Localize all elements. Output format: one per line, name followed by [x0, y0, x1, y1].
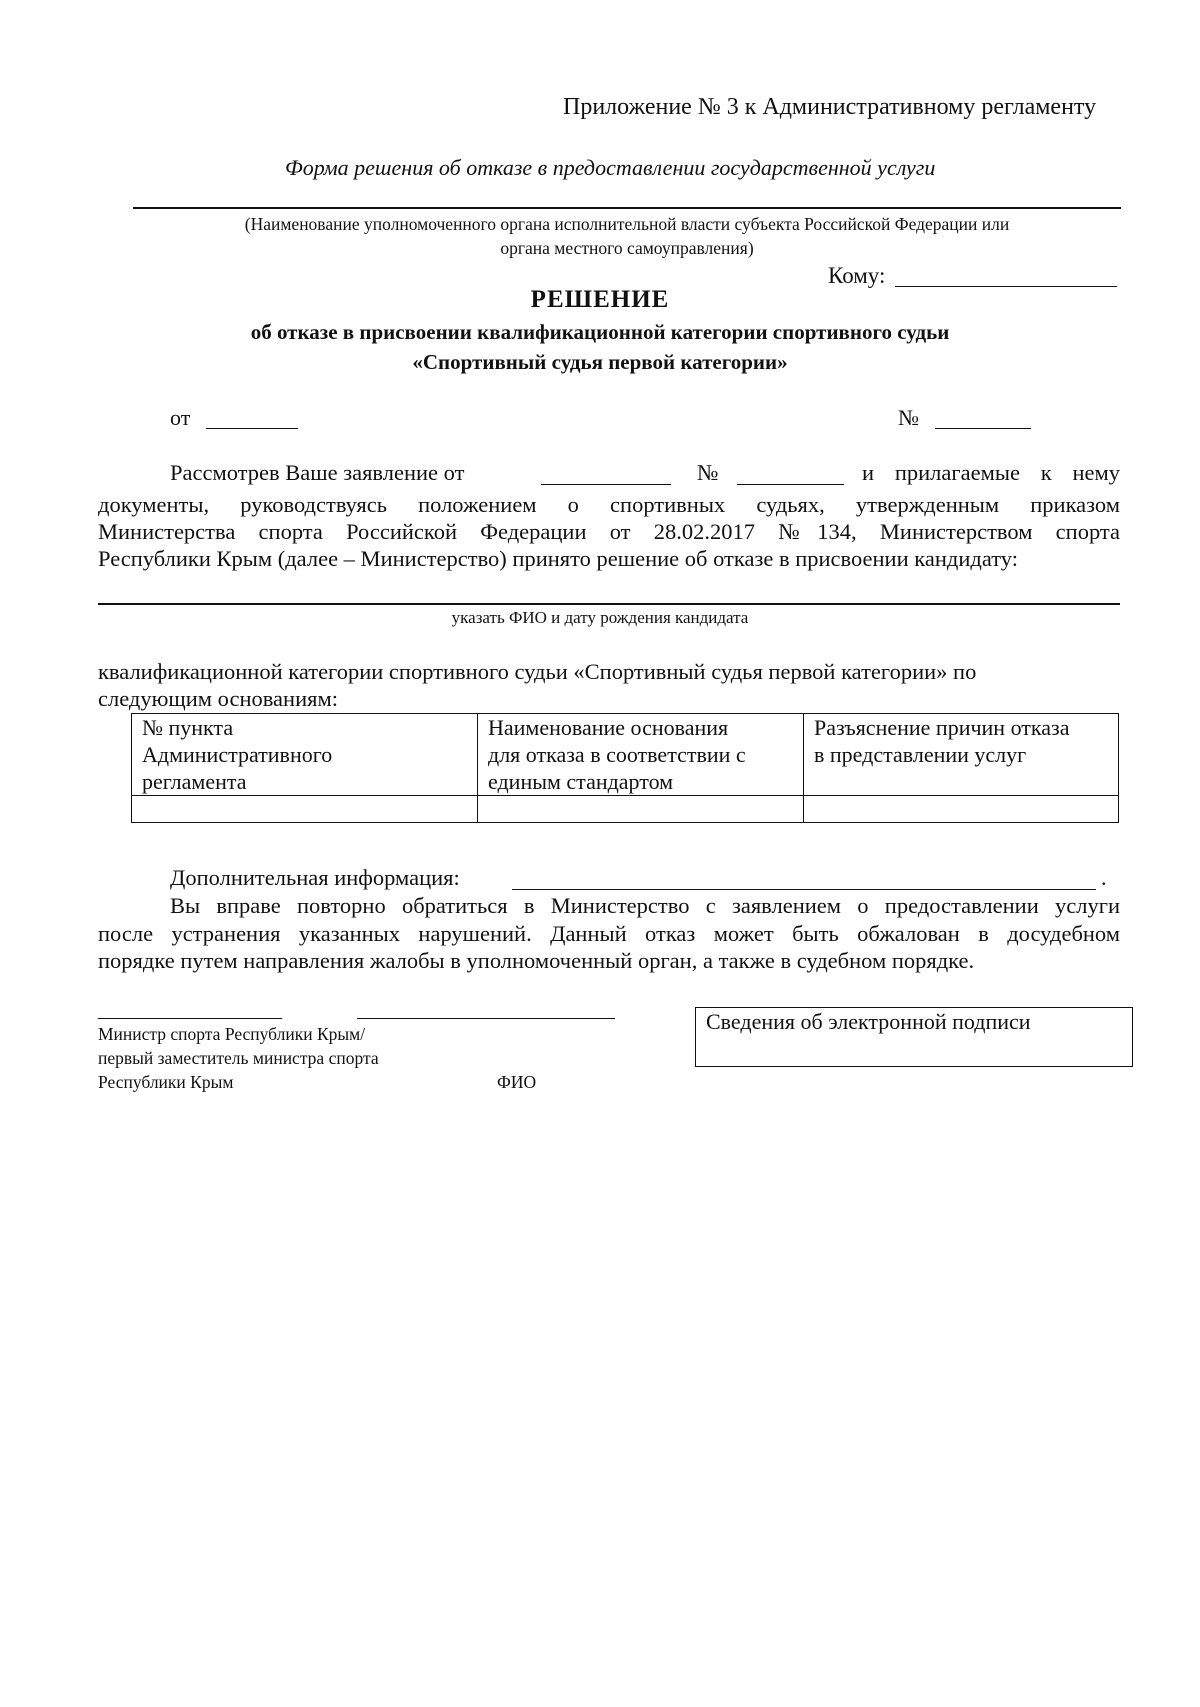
table-cell	[132, 796, 478, 823]
body-line-1b: №	[697, 460, 719, 485]
table-cell	[804, 796, 1119, 823]
decision-subtitle-1: об отказе в присвоении квалификационной категории спортивного судьи	[250, 320, 950, 344]
table-header-row	[132, 714, 1119, 796]
header-text: в представлении услуг	[814, 742, 1027, 767]
body-line-1c: и прилагаемые к нему	[862, 460, 1120, 485]
header-text: Разъяснение причин отказа	[814, 715, 1070, 740]
body-line-6: следующим основаниям:	[98, 686, 338, 711]
body-paragraph-2	[98, 658, 1120, 712]
candidate-line	[98, 603, 1120, 605]
number-label: №	[898, 405, 919, 430]
header-text: Административного	[142, 742, 333, 767]
fio-line	[357, 1018, 615, 1019]
decision-subtitle-2: «Спортивный судья первой категории»	[412, 350, 788, 374]
decision-title: РЕШЕНИЕ	[530, 286, 670, 313]
candidate-caption: указать ФИО и дату рождения кандидата	[451, 608, 749, 627]
body-paragraph-1	[98, 491, 1120, 572]
application-date-line	[541, 484, 671, 485]
body-line-4: Республики Крым (далее – Министерство) принято решение об отказе в присвоении кандидату:	[98, 546, 1018, 571]
signatory-line-3: Республики Крым	[98, 1072, 234, 1092]
org-caption-line-2: органа местного самоуправления)	[500, 238, 754, 258]
body-line-7: Вы вправе повторно обратиться в Министерство с заявлением о предоставлении услуги	[170, 893, 1120, 918]
body-line-3: Министерства спорта Российской Федерации от 28.02.2017 №134, Министерством спорта	[98, 519, 1120, 544]
electronic-signature-label: Сведения об электронной подписи	[706, 1009, 1031, 1034]
number-line	[935, 428, 1031, 429]
header-text: единым стандартом	[488, 769, 674, 794]
header-text: регламента	[142, 769, 247, 794]
form-title: Форма решения об отказе в предоставлении государственной услуги	[285, 155, 936, 180]
header-text: для отказа в соответствии с	[488, 742, 746, 767]
body-line-1a: Рассмотрев Ваше заявление от	[170, 460, 465, 485]
electronic-signature-box	[695, 1007, 1133, 1067]
body-line-9: порядке путем направления жалобы в уполномоченный орган, а также в судебном порядке.	[98, 948, 975, 973]
org-name-line	[133, 207, 1121, 209]
signatory-line-1: Министр спорта Республики Крым/	[98, 1024, 366, 1044]
signature-line	[98, 1018, 282, 1019]
body-line-2: документы, руководствуясь положением о спортивных судьях, утвержденным приказом	[98, 492, 1120, 517]
recipient-label: Кому:	[828, 263, 886, 288]
table-header-cell	[132, 714, 478, 796]
table-header-cell	[804, 714, 1119, 796]
date-label: от	[170, 405, 191, 430]
date-line	[206, 428, 298, 429]
additional-info-label: Дополнительная информация:	[170, 865, 460, 890]
table-header-cell	[478, 714, 804, 796]
body-line-5: квалификационной категории спортивного судьи «Спортивный судья первой категории» по	[98, 659, 977, 684]
reasons-table	[131, 713, 1119, 823]
header-text: № пункта	[142, 715, 234, 740]
table-cell	[478, 796, 804, 823]
application-number-line	[737, 484, 844, 485]
table-row	[132, 796, 1119, 823]
header-text: Наименование основания	[488, 715, 729, 740]
additional-info-line	[512, 889, 1096, 890]
appendix-heading: Приложение № 3 к Административному регламенту	[563, 94, 1097, 120]
signatory-line-2: первый заместитель министра спорта	[98, 1048, 379, 1068]
org-caption-line-1: (Наименование уполномоченного органа исполнительной власти субъекта Российской Федерации или	[244, 214, 1010, 234]
additional-info-period: .	[1101, 865, 1107, 890]
body-line-8: после устранения указанных нарушений. Данный отказ может быть обжалован в досудебном	[98, 921, 1120, 946]
body-paragraph-3	[98, 920, 1120, 974]
fio-caption: ФИО	[497, 1072, 537, 1092]
